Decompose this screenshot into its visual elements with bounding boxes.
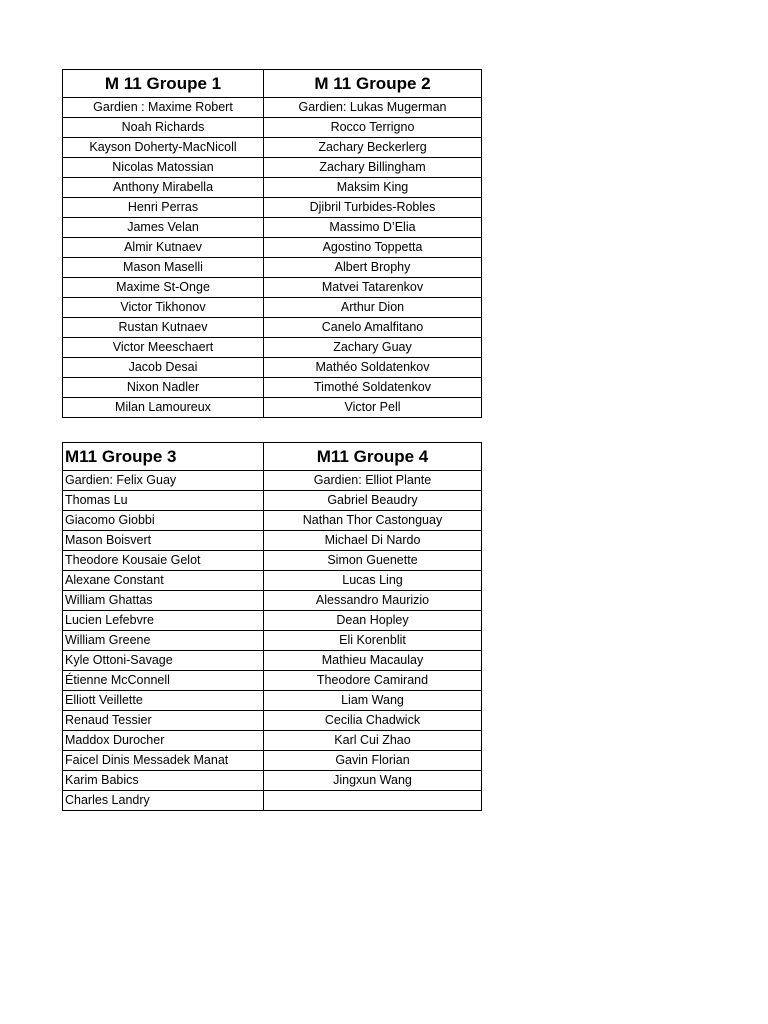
roster-table-body — [63, 443, 482, 811]
roster-table-body — [63, 70, 482, 418]
player-group-1: Kayson Doherty-MacNicoll — [63, 138, 264, 158]
group-1-title: M 11 Groupe 1 — [63, 70, 264, 98]
table-row — [63, 611, 482, 631]
player-group-1: Henri Perras — [63, 198, 264, 218]
player-group-3: Gardien: Felix Guay — [63, 471, 264, 491]
player-group-2: Gardien: Lukas Mugerman — [264, 98, 482, 118]
table-row — [63, 338, 482, 358]
table-row — [63, 278, 482, 298]
group-4-title: M11 Groupe 4 — [264, 443, 482, 471]
player-group-2: Mathéo Soldatenkov — [264, 358, 482, 378]
player-group-1: Maxime St-Onge — [63, 278, 264, 298]
player-group-2: Matvei Tatarenkov — [264, 278, 482, 298]
table-row — [63, 491, 482, 511]
roster-table-groups-3-4 — [62, 442, 482, 811]
table-row — [63, 631, 482, 651]
player-group-3: Étienne McConnell — [63, 671, 264, 691]
player-group-1: Noah Richards — [63, 118, 264, 138]
player-group-2: Massimo D’Elia — [264, 218, 482, 238]
table-row — [63, 691, 482, 711]
player-group-3: William Greene — [63, 631, 264, 651]
player-group-2: Djibril Turbides-Robles — [264, 198, 482, 218]
player-group-3: Maddox Durocher — [63, 731, 264, 751]
player-group-4: Eli Korenblit — [264, 631, 482, 651]
table-row — [63, 671, 482, 691]
table-row — [63, 138, 482, 158]
table-row — [63, 651, 482, 671]
table-row — [63, 531, 482, 551]
player-group-3: Kyle Ottoni-Savage — [63, 651, 264, 671]
table-row — [63, 551, 482, 571]
player-group-1: Rustan Kutnaev — [63, 318, 264, 338]
player-group-1: Nixon Nadler — [63, 378, 264, 398]
player-group-2: Canelo Amalfitano — [264, 318, 482, 338]
table-row — [63, 178, 482, 198]
player-group-2: Arthur Dion — [264, 298, 482, 318]
player-group-4: Jingxun Wang — [264, 771, 482, 791]
player-group-4 — [264, 791, 482, 811]
player-group-1: Almir Kutnaev — [63, 238, 264, 258]
player-group-4: Alessandro Maurizio — [264, 591, 482, 611]
table-row — [63, 591, 482, 611]
table-row — [63, 471, 482, 491]
roster-table-groups-1-2 — [62, 69, 482, 418]
player-group-4: Nathan Thor Castonguay — [264, 511, 482, 531]
player-group-1: Nicolas Matossian — [63, 158, 264, 178]
player-group-1: James Velan — [63, 218, 264, 238]
player-group-1: Anthony Mirabella — [63, 178, 264, 198]
table-row — [63, 98, 482, 118]
player-group-4: Liam Wang — [264, 691, 482, 711]
player-group-3: Karim Babics — [63, 771, 264, 791]
player-group-2: Rocco Terrigno — [264, 118, 482, 138]
table-row — [63, 791, 482, 811]
player-group-4: Lucas Ling — [264, 571, 482, 591]
player-group-1: Victor Meeschaert — [63, 338, 264, 358]
player-group-4: Mathieu Macaulay — [264, 651, 482, 671]
player-group-3: Faicel Dinis Messadek Manat — [63, 751, 264, 771]
table-row — [63, 751, 482, 771]
table-row — [63, 198, 482, 218]
table-row — [63, 571, 482, 591]
player-group-1: Jacob Desai — [63, 358, 264, 378]
player-group-2: Maksim King — [264, 178, 482, 198]
player-group-1: Milan Lamoureux — [63, 398, 264, 418]
player-group-3: Theodore Kousaie Gelot — [63, 551, 264, 571]
table-row — [63, 258, 482, 278]
player-group-4: Karl Cui Zhao — [264, 731, 482, 751]
player-group-4: Gabriel Beaudry — [264, 491, 482, 511]
table-row — [63, 218, 482, 238]
player-group-2: Zachary Beckerlerg — [264, 138, 482, 158]
player-group-1: Mason Maselli — [63, 258, 264, 278]
player-group-3: Alexane Constant — [63, 571, 264, 591]
player-group-1: Victor Tikhonov — [63, 298, 264, 318]
player-group-3: Lucien Lefebvre — [63, 611, 264, 631]
table-row — [63, 511, 482, 531]
table-row — [63, 118, 482, 138]
table-row — [63, 771, 482, 791]
player-group-4: Theodore Camirand — [264, 671, 482, 691]
player-group-2: Albert Brophy — [264, 258, 482, 278]
table-header-row — [63, 70, 482, 98]
table-row — [63, 358, 482, 378]
player-group-4: Dean Hopley — [264, 611, 482, 631]
player-group-4: Gardien: Elliot Plante — [264, 471, 482, 491]
player-group-3: Elliott Veillette — [63, 691, 264, 711]
player-group-3: Renaud Tessier — [63, 711, 264, 731]
player-group-2: Zachary Guay — [264, 338, 482, 358]
player-group-3: Giacomo Giobbi — [63, 511, 264, 531]
group-3-title: M11 Groupe 3 — [63, 443, 264, 471]
player-group-3: Charles Landry — [63, 791, 264, 811]
table-row — [63, 238, 482, 258]
table-row — [63, 398, 482, 418]
player-group-4: Cecilia Chadwick — [264, 711, 482, 731]
player-group-4: Simon Guenette — [264, 551, 482, 571]
player-group-2: Agostino Toppetta — [264, 238, 482, 258]
table-row — [63, 158, 482, 178]
group-2-title: M 11 Groupe 2 — [264, 70, 482, 98]
table-row — [63, 378, 482, 398]
table-row — [63, 298, 482, 318]
player-group-4: Gavin Florian — [264, 751, 482, 771]
player-group-1: Gardien : Maxime Robert — [63, 98, 264, 118]
player-group-2: Victor Pell — [264, 398, 482, 418]
table-row — [63, 731, 482, 751]
table-header-row — [63, 443, 482, 471]
player-group-2: Timothé Soldatenkov — [264, 378, 482, 398]
player-group-3: Mason Boisvert — [63, 531, 264, 551]
player-group-3: Thomas Lu — [63, 491, 264, 511]
player-group-3: William Ghattas — [63, 591, 264, 611]
player-group-2: Zachary Billingham — [264, 158, 482, 178]
table-row — [63, 711, 482, 731]
player-group-4: Michael Di Nardo — [264, 531, 482, 551]
table-row — [63, 318, 482, 338]
